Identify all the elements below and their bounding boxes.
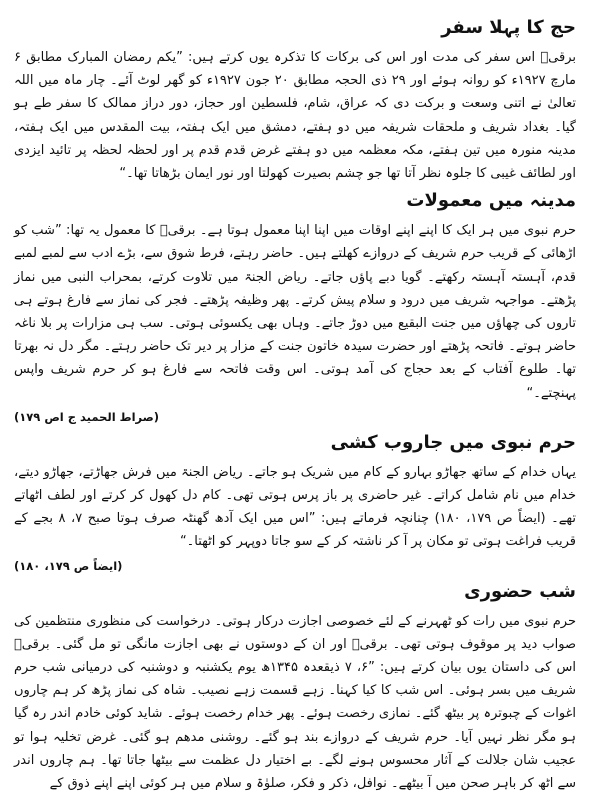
section-first-hajj [14, 16, 576, 185]
section-sweeping [14, 431, 576, 576]
paragraph: یہاں خدام کے ساتھ جھاڑو بہارو کے کام میں شریک ہو جاتے۔ ریاض الجنۃ میں فرش جھاڑتے، جھاڑو دیتے، خدام میں نام شامل کراتے۔ غیر حاضری پر باز پرس ہوتی تھی۔ کام دل کھول کر کرتے اور لطف اٹھاتے تھے۔ (ایضاً ص ۱۷۹، ۱۸۰) چنانچہ فرماتے ہیں: ”اس میں ایک آدھ گھنٹہ صرف ہوتا صبح ۷، ۸ بجے کے قریب فراغت ہوتی تو مکان پر آ کر ناشتہ کر کے سو جاتا دوپہر کو اٹھتا۔“ [14, 464, 577, 550]
reference-citation: (صراط الحمید ج اص ۱۷۹) [14, 409, 160, 424]
section-heading: شب حضوری [464, 580, 576, 602]
section-heading: حرم نبوی میں جاروب کشی [330, 431, 576, 453]
paragraph: برقیؒ اس سفر کی مدت اور اس کی برکات کا تذکرہ یوں کرتے ہیں: ”یکم رمضان المبارک مطابق ۶ مارچ ۱۹۲۷ء کو روانہ ہوئے اور ۲۹ ذی الحجہ مطابق ۲۰ جون ۱۹۲۷ء کو گھر لوٹ آئے۔ چار ماہ میں اللہ تعالیٰ نے اتنی وسعت و برکت دی کہ عراق، شام، فلسطین اور حجاز، دور دراز ممالک کا سفر طے ہو گیا۔ بغداد شریف و ملحقات شریفہ میں دو ہفتے، دمشق میں ایک ہفتہ، بیت المقدس میں ایک ہفتہ، مدینہ منورہ میں تین ہفتے، مکہ معظمہ میں دو ہفتے غرض قدم قدم پر اور لحظہ لحظہ پر تائید ایزدی اور لطائف غیبی کا جلوہ نظر آتا تھا جو چشم بصیرت کھولتا اور نور ایمان بڑھاتا تھا۔“ [14, 50, 576, 182]
section-madina-routine [14, 189, 576, 427]
section-night-presence [14, 580, 576, 796]
paragraph: حرم نبوی میں ہر ایک کا اپنے اپنے اوقات میں اپنا اپنا معمول ہوتا ہے۔ برقیؒ کا معمول یہ تھا: ”شب کو اڑھائی کے قریب حرم شریف کے دروازے کھلتے ہیں۔ حاضر رہتے، فرط شوق سے، بڑے ادب سے لمبے لمبے قدم، آہستہ آہستہ رکھتے۔ گویا دبے پاؤں جاتے۔ ریاض الجنۃ میں تلاوت کرتے، بمحراب النبی میں نماز پڑھتے۔ مواجہہ شریف میں درود و سلام پیش کرتے۔ پھر وظیفہ پڑھتے۔ فجر کی نماز سے فارغ ہوتے ہی تاروں کی چھاؤں میں جنت البقیع میں دوڑ جاتے۔ وہاں بھی یکسوئی ہوتی۔ سب ہی مزارات پر بلا ناغہ حاضر ہوتے۔ فاتحہ پڑھتے اور حضرت سیدہ خاتون جنت کے مزار پر دیر تک حاضر رہتے۔ مگر دل نہ بھرتا تھا۔ طلوع آفتاب کے بعد حجاج کی آمد ہوتی۔ اس وقت فاتحہ سے فارغ ہو کر حرم شریف واپس پہنچتے۔“ [14, 223, 576, 401]
paragraph: حرم نبوی میں رات کو ٹھہرنے کے لئے خصوصی اجازت درکار ہوتی۔ درخواست کی منظوری منتظمین کی صواب دید پر موقوف ہوتی تھی۔ برقیؒ اور ان کے دوستوں نے بھی اجازت مانگی تو مل گئی۔ برقیؒ اس کی داستان یوں بیان کرتے ہیں: ”۶، ۷ ذیقعدہ ۱۳۴۵ھ یوم یکشنبہ و دوشنبہ کی درمیانی شب حرم شریف میں بسر ہوئی۔ اس شب کا کیا کہنا۔ زہے قسمت زہے نصیب۔ شاہ کی نماز پڑھ کر ہم چاروں اغوات کے چبوترہ پر بیٹھ گئے۔ نمازی رخصت ہوئے۔ پھر خدام رخصت ہوئے۔ شاید کوئی خادم اندر رہ گیا ہو مگر نظر نہیں آیا۔ حرم شریف کے دروازے بند ہو گئے۔ روشنی مدھم ہو گئی۔ غرض تخلیہ ہوا تو عجیب شان جلالت کے آثار محسوس ہونے لگے۔ بے اختیار دل عظمت سے بیٹھا جاتا تھا۔ ہم چاروں اندر سے اٹھ کر باہر صحن میں آ بیٹھے۔ نوافل، ذکر و فکر، صلوٰۃ و سلام میں ہر کوئی اپنے اپنے ذوق کے [14, 613, 577, 792]
section-heading: حج کا پہلا سفر [441, 17, 576, 38]
section-heading: مدینہ میں معمولات [406, 190, 576, 212]
reference-citation: (ایضاً ص ۱۷۹، ۱۸۰) [14, 558, 123, 573]
